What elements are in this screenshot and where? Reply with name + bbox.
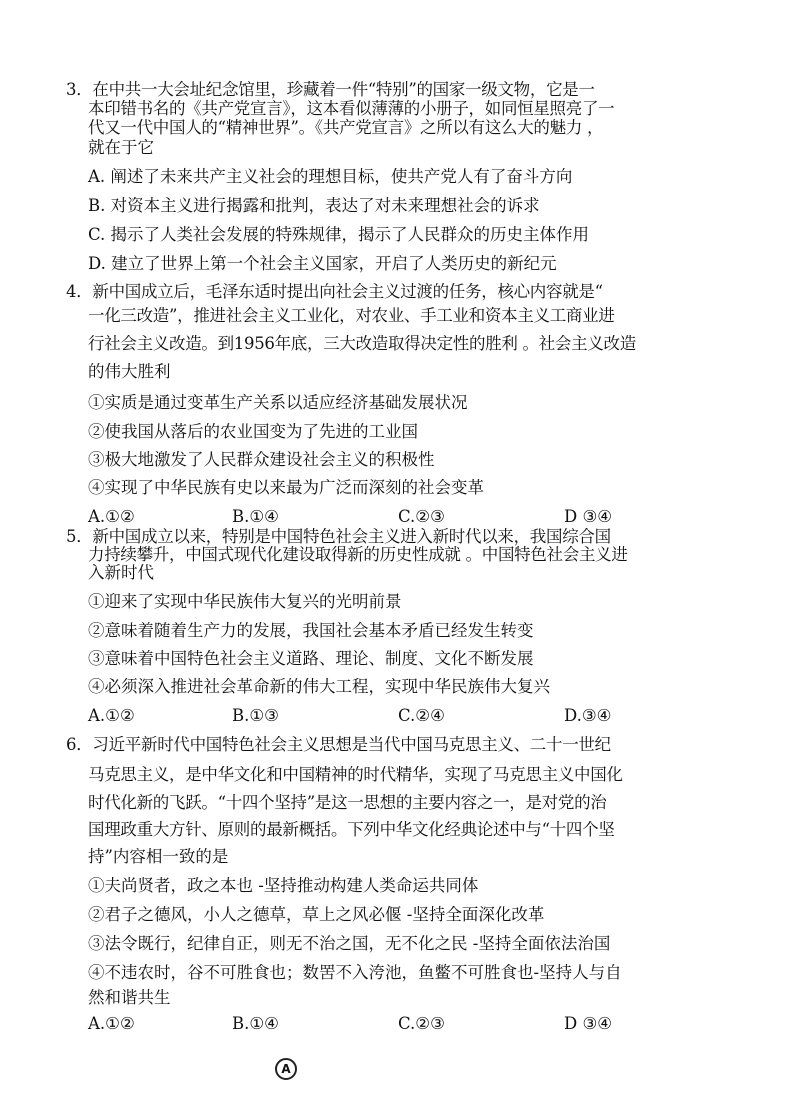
q3-line-3: 代又一代中国人的“精神世界”。《共产党宣言》之所以有这么大的魅力 ，	[88, 118, 604, 137]
q3-line-1: 3．在中共一大会址纪念馆里，珍藏着一件“特别”的国家一级文物，它是一	[66, 80, 595, 99]
q4-item-3: ③极大地激发了人民群众建设社会主义的积极性	[88, 450, 435, 469]
q4-choice-c: C.②③	[398, 507, 445, 526]
q6-line-4: 国理政重大方针、原则的最新概括。下列中华文化经典论述中与“十四个坚	[88, 820, 615, 839]
q5-line-1: 5．新中国成立以来，特别是中国特色社会主义进入新时代以来，我国综合国	[66, 527, 611, 546]
q4-line-3: 行社会主义改造。到1956年底，三大改造取得决定性的胜利 。社会主义改造	[88, 334, 636, 353]
q5-item-4: ④必须深入推进社会革命新的伟大工程，实现中华民族伟大复兴	[88, 677, 550, 696]
q6-choice-c: C.②③	[398, 1014, 445, 1033]
q4-line-1: 4．新中国成立后，毛泽东适时提出向社会主义过渡的任务，核心内容就是“	[66, 282, 603, 301]
q6-line-3: 时代化新的飞跃。“十四个坚持”是这一思想的主要内容之一，是对党的治	[88, 793, 607, 812]
q6-line-1: 6．习近平新时代中国特色社会主义思想是当代中国马克思主义、二十一世纪	[66, 735, 611, 754]
q6-choice-d: D ③④	[564, 1014, 613, 1033]
q6-line-2: 马克思主义，是中华文化和中国精神的时代精华，实现了马克思主义中国化	[88, 765, 623, 784]
q6-item-4: ④不违农时，谷不可胜食也；数罟不入洿池，鱼鳖不可胜食也-坚持人与自	[88, 963, 622, 982]
q5-item-1: ①迎来了实现中华民族伟大复兴的光明前景	[88, 592, 402, 611]
q5-choice-b: B.①③	[232, 706, 279, 725]
q4-line-2: 一化三改造”，推进社会主义工业化，对农业、手工业和资本主义工商业进	[88, 306, 615, 325]
q6-item-2: ②君子之德风，小人之德草，草上之风必偃 -坚持全面深化改革	[88, 905, 545, 924]
q6-choice-a: A.①②	[88, 1014, 135, 1033]
q3-line-2: 本印错书名的《共产党宣言》，这本看似薄薄的小册子，如同恒星照亮了一	[88, 99, 615, 118]
q5-item-3: ③意味着中国特色社会主义道路、理论、制度、文化不断发展	[88, 649, 534, 668]
q3-line-4: 就在于它	[88, 138, 154, 157]
q6-line-5: 持”内容相一致的是	[88, 847, 229, 866]
q4-item-4: ④实现了中华民族有史以来最为广泛而深刻的社会变革	[88, 478, 484, 497]
q4-choice-d: D ③④	[564, 507, 613, 526]
q5-choice-d: D.③④	[564, 706, 612, 725]
q3-option-c: C. 揭示了人类社会发展的特殊规律，揭示了人民群众的历史主体作用	[88, 225, 590, 244]
q3-option-a: A. 阐述了未来共产主义社会的理想目标，使共产党人有了奋斗方向	[88, 167, 573, 186]
q4-item-1: ①实质是通过变革生产关系以适应经济基础发展状况	[88, 393, 468, 412]
q3-option-d: D. 建立了世界上第一个社会主义国家，开启了人类历史的新纪元	[88, 254, 557, 273]
q5-item-2: ②意味着随着生产力的发展，我国社会基本矛盾已经发生转变	[88, 621, 534, 640]
q4-item-2: ②使我国从落后的农业国变为了先进的工业国	[88, 422, 418, 441]
q4-line-4: 的伟大胜利	[88, 362, 171, 381]
q6-item-3: ③法令既行，纪律自正，则无不治之国，无不化之民 -坚持全面依法治国	[88, 934, 611, 953]
footer-logo-icon	[275, 1058, 297, 1080]
q5-choice-c: C.②④	[398, 706, 445, 725]
q5-line-2: 力持续攀升，中国式现代化建设取得新的历史性成就 。中国特色社会主义进	[88, 545, 628, 564]
q6-item-1: ①夫尚贤者，政之本也 -坚持推动构建人类命运共同体	[88, 876, 479, 895]
q3-option-b: B. 对资本主义进行揭露和批判，表达了对未来理想社会的诉求	[88, 196, 540, 215]
footer-logo-text: A	[281, 1062, 291, 1076]
q6-item-4-cont: 然和谐共生	[88, 988, 171, 1007]
q4-choice-b: B.①④	[232, 507, 279, 526]
q6-choice-b: B.①④	[232, 1014, 279, 1033]
q5-choice-a: A.①②	[88, 706, 135, 725]
q4-choice-a: A.①②	[88, 507, 135, 526]
q5-line-3: 入新时代	[88, 563, 154, 582]
